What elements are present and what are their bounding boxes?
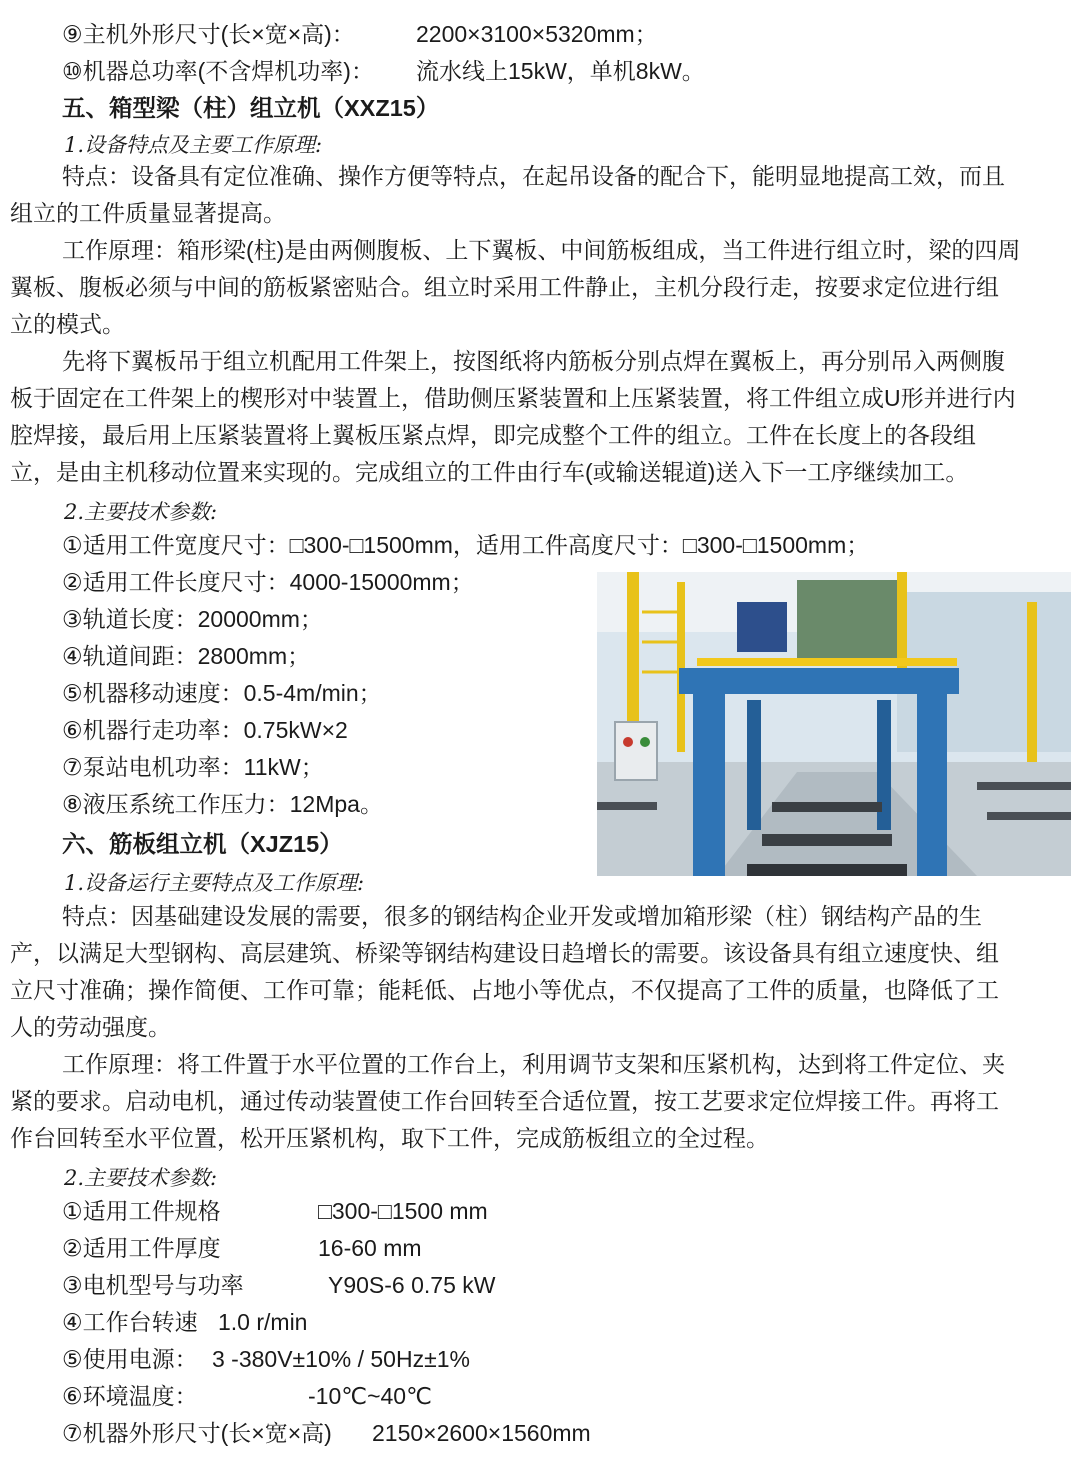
machine-photo [597, 572, 1071, 876]
section6-param-label: ②适用工件厚度 [62, 1235, 221, 1261]
section6-para-line: 紧的要求。启动电机，通过传动装置使工作台回转至合适位置，按工艺要求定位焊接工件。再将工 [10, 1088, 999, 1114]
section5-param: ②适用工件长度尺寸：4000-15000mm； [62, 569, 474, 595]
param-10-label: ⑩机器总功率(不含焊机功率)： [62, 58, 374, 84]
section5-para-line: 立的模式。 [10, 311, 125, 337]
section5-param: ⑦泵站电机功率：11kW； [62, 754, 324, 780]
section6-param-value: 1.0 r/min [218, 1309, 308, 1335]
param-9-label: ⑨主机外形尺寸(长×宽×高)： [62, 21, 355, 47]
section6-para-line: 立尺寸准确；操作简便、工作可靠；能耗低、占地小等优点，不仅提高了工件的质量，也降低了工 [10, 977, 999, 1003]
section6-param-value: 3 -380V±10% / 50Hz±1% [212, 1346, 470, 1372]
section6-param-label: ⑥环境温度： [62, 1383, 198, 1409]
section6-param-value: -10℃~40℃ [308, 1383, 432, 1409]
section5-para-line: 特点：设备具有定位准确、操作方便等特点，在起吊设备的配合下，能明显地提高工效，而且 [62, 163, 1005, 189]
section5-para-line: 翼板、腹板必须与中间的筋板紧密贴合。组立时采用工件静止，主机分段行走，按要求定位进行组 [10, 274, 999, 300]
section6-para-line: 特点：因基础建设发展的需要，很多的钢结构企业开发或增加箱形梁（柱）钢结构产品的生 [62, 903, 982, 929]
section5-subheading-1: 1.设备特点及主要工作原理: [64, 133, 323, 157]
section6-para-line: 工作原理：将工件置于水平位置的工作台上，利用调节支架和压紧机构，达到将工件定位、夹 [62, 1051, 1005, 1077]
section5-para-line: 组立的工件质量显著提高。 [10, 200, 286, 226]
section6-param-label: ⑦机器外形尺寸(长×宽×高) [62, 1420, 332, 1446]
section5-param: ④轨道间距：2800mm； [62, 643, 311, 669]
section6-subheading-2: 2.主要技术参数: [64, 1166, 218, 1190]
section6-subheading-1: 1.设备运行主要特点及工作原理: [64, 871, 365, 895]
section5-para-line: 先将下翼板吊于组立机配用工件架上，按图纸将内筋板分别点焊在翼板上，再分别吊入两侧腹 [62, 348, 1005, 374]
section5-para-line: 工作原理：箱形梁(柱)是由两侧腹板、上下翼板、中间筋板组成，当工件进行组立时，梁的四周 [62, 237, 1021, 263]
section5-param: ③轨道长度：20000mm； [62, 606, 323, 632]
section5-param: ⑤机器移动速度：0.5-4m/min； [62, 680, 382, 706]
section5-param: ①适用工件宽度尺寸：□300-□1500mm，适用工件高度尺寸：□300-□1500mm； [62, 532, 870, 558]
section6-para-line: 产，以满足大型钢构、高层建筑、桥梁等钢结构建设日趋增长的需要。该设备具有组立速度快、组 [10, 940, 999, 966]
section6-para-line: 人的劳动强度。 [10, 1014, 171, 1040]
section5-para-line: 立，是由主机移动位置来实现的。完成组立的工件由行车(或输送辊道)送入下一工序继续加工。 [10, 459, 969, 485]
param-9-value: 2200×3100×5320mm； [416, 21, 658, 47]
section5-para-line: 板于固定在工件架上的楔形对中装置上，借助侧压紧装置和上压紧装置，将工件组立成U形并进行内 [10, 385, 1016, 411]
param-10-value: 流水线上15kW，单机8kW。 [416, 58, 705, 84]
section5-title: 五、箱型梁（柱）组立机（XXZ15） [62, 95, 440, 121]
section5-param: ⑥机器行走功率：0.75kW×2 [62, 717, 348, 743]
section6-param-value: 16-60 mm [318, 1235, 422, 1261]
section6-param-label: ①适用工件规格 [62, 1198, 221, 1224]
section6-param-label: ⑤使用电源： [62, 1346, 198, 1372]
section6-title: 六、筋板组立机（XJZ15） [62, 831, 343, 857]
section6-param-label: ④工作台转速 [62, 1309, 198, 1335]
section6-param-value: □300-□1500 mm [318, 1198, 488, 1224]
section6-param-label: ③电机型号与功率 [62, 1272, 244, 1298]
section6-param-value: 2150×2600×1560mm [372, 1420, 591, 1446]
section6-para-line: 作台回转至水平位置，松开压紧机构，取下工件，完成筋板组立的全过程。 [10, 1125, 769, 1151]
section6-param-value: Y90S-6 0.75 kW [328, 1272, 496, 1298]
section5-param: ⑧液压系统工作压力：12Mpa。 [62, 791, 383, 817]
section5-subheading-2: 2.主要技术参数: [64, 500, 218, 524]
section5-para-line: 腔焊接，最后用上压紧装置将上翼板压紧点焊，即完成整个工件的组立。工件在长度上的各段组 [10, 422, 976, 448]
